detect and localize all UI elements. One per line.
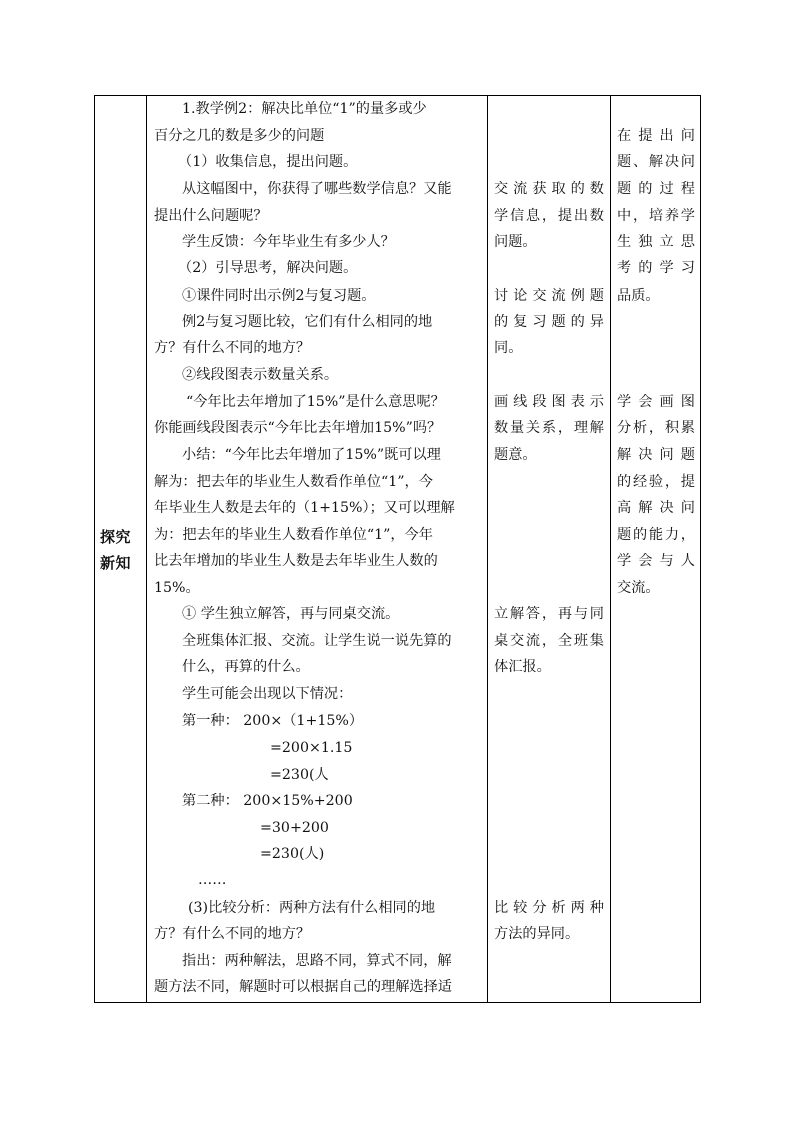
teaching-process-line: 学生反馈：今年毕业生有多少人？ [182,234,395,250]
stage-label-line-2: 新知 [100,554,132,572]
student-activity-line: 问题。 [494,234,537,250]
design-intent-line: 题、解决问 [617,154,695,170]
teaching-process-line: 提出什么问题呢？ [154,208,268,224]
design-intent-line: 的经验，提 [617,474,695,490]
design-intent-line: 学会画图 [617,394,695,410]
teaching-process-line: ① 学生独立解答，再与同桌交流。 [182,606,400,622]
table-right-border [700,95,701,1003]
teaching-process-line: 什么，再算的什么。 [182,659,310,675]
teaching-process-line: 第二种： 200×15%+200 [182,793,353,809]
design-intent-line: 交流。 [617,580,660,596]
student-activity-line: 体汇报。 [494,659,551,675]
design-intent-line: 生独立思 [617,234,695,250]
teaching-process-line: 全班集体汇报、交流。让学生说一说先算的 [182,633,452,649]
stage-label-line-1: 探究 [100,528,132,546]
student-activity-line: 的复习题的异 [494,314,604,330]
teaching-process-line: (3)比较分析：两种方法有什么相同的地 [188,900,436,916]
column-divider-1 [146,95,147,1003]
teaching-process-line: 小结：“今年比去年增加了15%”既可以理 [182,447,441,463]
table-left-border [94,95,95,1003]
student-activity-line: 桌交流，全班集 [494,633,604,649]
student-activity-line: 立解答，再与同 [494,606,604,622]
column-divider-2 [487,95,488,1003]
teaching-process-line: 第一种： 200×（1+15%） [182,713,364,729]
student-activity-line: 讨论交流例题 [494,288,604,304]
student-activity-line: 比较分析两种 [494,900,604,916]
student-activity-line: 题意。 [494,447,537,463]
teaching-process-line: 从这幅图中，你获得了哪些数学信息？又能 [182,181,452,197]
column-divider-3 [610,95,611,1003]
teaching-process-line: （1）收集信息，提出问题。 [178,154,358,170]
design-intent-line: 品质。 [617,288,660,304]
teaching-process-line: 学生可能会出现以下情况： [182,686,353,702]
teaching-process-line: 你能画线段图表示“今年比去年增加15%”吗？ [154,420,442,436]
design-intent-line: 分析，积累 [617,420,695,436]
teaching-process-line: 1.教学例2：解决比单位“1”的量多或少 [182,101,427,117]
design-intent-line: 解决问题 [617,447,695,463]
teaching-process-line: 百分之几的数是多少的问题 [154,128,325,144]
student-activity-line: 学信息，提出数 [494,208,604,224]
student-activity-line: 方法的异同。 [494,926,580,942]
student-activity-line: 同。 [494,340,523,356]
design-intent-line: 题的过程 [617,181,695,197]
teaching-process-line: 为：把去年的毕业生人数看作单位“1”，今年 [154,527,433,543]
student-activity-line: 画线段图表示 [494,394,604,410]
design-intent-line: 高解决问 [617,500,695,516]
teaching-process-line: （2）引导思考，解决问题。 [178,260,358,276]
teaching-process-line: 比去年增加的毕业生人数是去年毕业生人数的 [154,553,438,569]
teaching-process-line: …… [198,872,227,888]
teaching-process-line: 15%。 [154,580,200,596]
teaching-process-line: 解为：把去年的毕业生人数看作单位“1”，今 [154,474,433,490]
design-intent-line: 中，培养学 [617,208,695,224]
teaching-process-line: ①课件同时出示例2与复习题。 [182,288,376,304]
teaching-process-line: 年毕业生人数是去年的（1+15%）；又可以理解 [154,500,455,516]
teaching-process-line: 方？有什么不同的地方？ [154,926,311,942]
teaching-process-line: =230(人 [270,767,329,783]
teaching-process-line: “今年比去年增加了15%”是什么意思呢？ [186,394,445,410]
student-activity-line: 数量关系，理解 [494,420,604,436]
teaching-process-line: 方？有什么不同的地方？ [154,340,311,356]
teaching-process-line: =230(人) [260,846,325,862]
design-intent-line: 题的能力， [617,527,695,543]
teaching-process-line: =200×1.15 [270,740,353,756]
teaching-process-line: ②线段图表示数量关系。 [182,367,339,383]
teaching-process-line: 例2与复习题比较，它们有什么相同的地 [182,314,433,330]
teaching-process-line: 指出：两种解法，思路不同，算式不同，解 [182,953,452,969]
teaching-process-line: 题方法不同，解题时可以根据自己的理解选择适 [154,979,452,995]
teaching-process-line: =30+200 [260,820,329,836]
design-intent-line: 学会与人 [617,553,695,569]
design-intent-line: 考的学习 [617,260,695,276]
design-intent-line: 在提出问 [617,128,695,144]
student-activity-line: 交流获取的数 [494,181,604,197]
